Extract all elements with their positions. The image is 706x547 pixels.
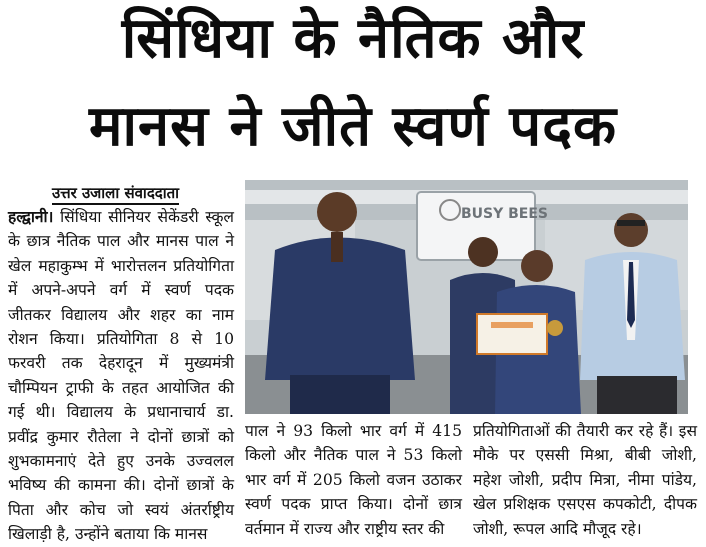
article-column-2: पाल ने 93 किलो भार वर्ग में 415 किलो और नैतिक पाल ने 53 किलो भार वर्ग में 205 किलो वजन उठाकर स्वर्ण पदक प्राप्त किया। दोनों छात्र वर्तमान में राज्य और राष्ट्रीय स्तर की <box>245 422 462 538</box>
dateline: हल्द्वानी। <box>8 207 54 226</box>
photo-illustration <box>245 180 688 414</box>
article-column-3: प्रतियोगिताओं की तैयारी कर रहे हैं। इस मौके पर एससी मिश्रा, बीबी जोशी, महेश जोशी, प्रदीप मित्रा, नीमा पांडेय, खेल प्रशिक्षक एसएस कपकोटी, दीपक जोशी, रूपल आदि मौजूद रहे। <box>473 422 697 538</box>
busy-bees-sign: BUSY BEES <box>461 206 549 222</box>
headline-line-1: सिंधिया के नैतिक और <box>121 6 585 71</box>
article-column-1 <box>8 205 234 547</box>
news-photo <box>245 180 688 414</box>
article-column-1-text: सिंधिया सीनियर सेकेंडरी स्कूल के छात्र नैतिक पाल और मानस पाल ने खेल महाकुम्भ में भारोत्तलन प्रतियोगिता में अपने-अपने वर्ग में स्वर्ण पदक जीतकर विद्यालय और शहर का नाम रोशन किया। प्रतियोगिता 8 से 10 फरवरी तक देहरादून में मुख्यमंत्री चौम्पियन ट्राफी के तहत आयोजित की गई थी। विद्यालय के प्रधानाचार्य डा. प्रवींद्र कुमार रौतेला ने दोनों छात्रों को शुभकामनाएं देते हुए उनके उज्वलल भविष्य की कामना की। दोनों छात्रों के पिता और कोच जो स्वयं अंतर्राष्ट्रीय खिलाड़ी है, उन्होंने बताया कि मानस <box>8 208 234 544</box>
byline: उत्तर उजाला संवाददाता <box>52 183 179 205</box>
headline-line-2: मानस ने जीते स्वर्ण पदक <box>89 94 617 159</box>
